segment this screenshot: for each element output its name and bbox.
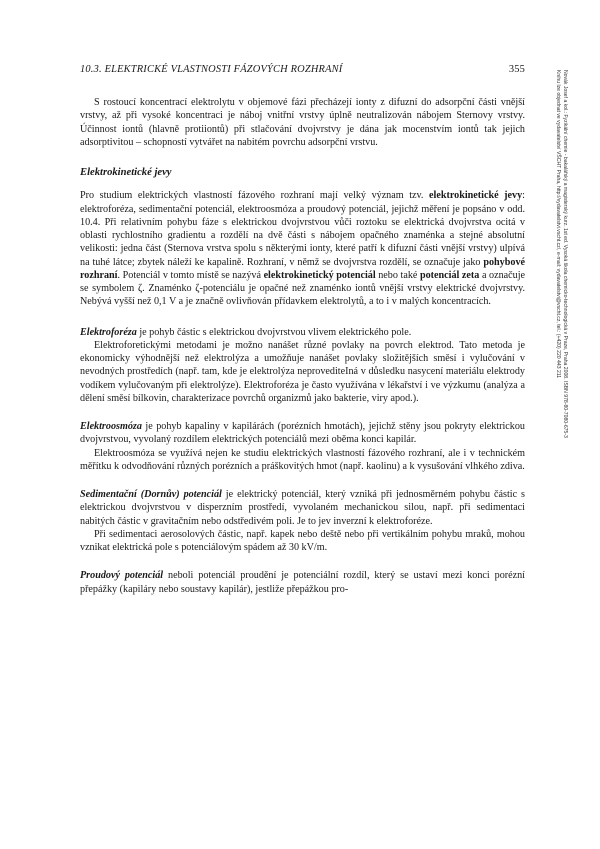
side-citation-note: [548, 70, 568, 670]
term-electrophoresis: Elektroforéza: [80, 326, 137, 338]
electroosmosis-definition: Elektroosmóza je pohyb kapaliny v kapilárách (porézních hmotách), jejichž stěny jsou pokryty elektrickou dvojvrstvou, vyvolaný rozdílem elektrických potenciálů mezi oběma konci kapilár.: [80, 421, 525, 446]
page-number: 355: [508, 64, 525, 75]
body-text: [80, 96, 525, 596]
electrophoresis-paragraph: Elektroforetickými metodami je možno nanášet různé povlaky na povrch elektrod. Tato metoda je ekonomicky výhodnější než elektrolýza a umožňuje nanášet povlaky složitějších směsí i vylučování v nevodných prostředích (např. tam, kde je elektrolýza neprovediteIná v důsledku nasycení materiálu elektrody vodíkem vylučovaným při elektrolýze). Elektroforéza je často využívána v lékařství i ve výzkumu (analýza a dělení směsí bílkovin, charakterizace povrchů organizmů jako bakterie, viry apod.).: [80, 339, 525, 404]
publisher-line: Knihu lze objednat ve vydavatelství VŠCHT Praha, http://vydavatelstvi.vscht.cz/, e-mail: vydavatelstvi@vscht.cz, tel.: (+420) 220 443 211: [554, 70, 561, 379]
electrophoresis-definition: Elektroforéza je pohyb částic s elektrickou dvojvrstvou vlivem elektrického pole.: [80, 326, 412, 338]
term-electroosmosis: Elektroosmóza: [80, 421, 142, 432]
section-heading: Elektrokinetické jevy: [80, 167, 172, 178]
intro-paragraph: S rostoucí koncentrací elektrolytu v objemové fázi přecházejí ionty z difuzní do adsorpční části vnější vrstvy, až při vysoké koncentraci je náboj vnitřní vrstvy úplně neutralizován nábojem Sternovy vrstvy. Účinnost iontů (hlavně protiiontů) při stlačování dvojvrstvy je dána jak mocenstvím iontů tak jejich adsorptivitou – schopností vytvářet na nabitém povrchu adsorpční vrstvu.: [80, 97, 525, 148]
term-streaming-potential: Proudový potenciál: [80, 570, 164, 582]
sedimentation-paragraph: Při sedimentaci aerosolových částic, např. kapek nebo deště nebo při vertikálním pohybu mraků, mohou vznikat elektrická pole s potenciálovým spádem až 30 kV/m.: [80, 528, 525, 553]
term-sedimentation-potential: Sedimentační (Dornův) potenciál: [80, 489, 222, 500]
sedimentation-definition: Sedimentační (Dornův) potenciál je elektrický potenciál, který vzniká při jednosměrném pohybu částic s elektrickou dvojvrstvou v disperzním prostředí, vyvolaném mechanickou silou, např. při sedimentaci nabitých částic v gravitačním nebo odstředivém poli. Je to jev inverzní k elektroforéze.: [80, 489, 525, 527]
citation-line: Novák Josef a kol.: Fyzikální chemie - bakalářský a magisterský kurz. 1st ed. Vysoká škola chemicko-technologická v Praze, Praha 2008. ISBN 978-80-7080-675-3: [562, 70, 568, 438]
chapter-title: 10.3. ELEKTRICKÉ VLASTNOSTI FÁZOVÝCH ROZHRANÍ: [80, 64, 343, 75]
streaming-definition: Proudový potenciál neboli potenciál proudění je potenciální rozdíl, který se ustaví mezi konci porézní přepážky (kapiláry nebo soustavy kapilár), jestliže přepážkou pro-: [80, 570, 525, 595]
term-shear-plane: pohybové rozhraní: [80, 256, 525, 281]
electroosmosis-paragraph: Elektroosmóza se využívá nejen ke studiu elektrických vlastností fázového rozhraní, ale i v technickém měřítku k odvodňování různých porézních a práškovitých hmot (např. kaolinu) a k vysušování vlhkého zdiva.: [80, 447, 525, 472]
term-zeta-potential: potenciál zeta: [419, 269, 480, 281]
running-header: [80, 64, 525, 75]
electrokinetic-paragraph: Pro studium elektrických vlastností fázového rozhraní mají velký význam tzv. elektrokinetické jevy: elektroforéza, sedimentační potenciál, elektroosmóza a proudový potenciál, jejichž měření je popsáno v odd. 10.4. Při relativním pohybu fáze s elektrickou dvojvrstvou vůči roztoku se elektrická dvojvrstva ocitá v oblasti rychlostního gradientu a rozdělí na dvě části s nábojem opačného znaménka a stejné absolutní velikosti: jedna část (Sternova vrstva spolu s některými ionty, které patří k difuzní části vnější vrstvy) ulpívá na tuhé látce; zbytek náleží ke kapalině. Rozhraní, v němž se dvojvrstva rozdělí, se označuje jako pohybové rozhraní. Potenciál v tomto místě se nazývá elektrokinetický potenciál nebo také potenciál zeta a označuje se symbolem ζ. Znaménko ζ-potenciálu je opačné než znaménko iontů vnější vrstvy elektrické dvojvrstvy. Nebývá vyšší než 0,1 V a je značně ovlivňován přídavkem elektrolytů, a to i v malých koncentracích.: [80, 190, 526, 308]
term-electrokinetic-phenomena: elektrokinetické jevy: [429, 190, 523, 202]
term-electrokinetic-potential: elektrokinetický potenciál: [263, 269, 376, 281]
